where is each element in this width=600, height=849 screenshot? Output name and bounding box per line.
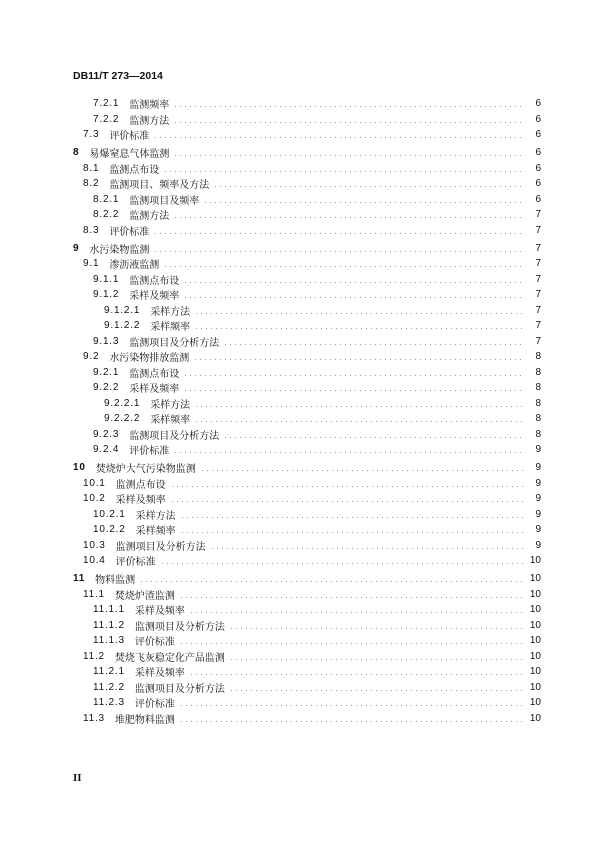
toc-entry-title: 采样频率	[150, 415, 191, 427]
toc-dot-leader	[170, 486, 525, 487]
toc-entry-number: 10.2.2	[93, 524, 126, 536]
toc-entry[interactable]	[0, 318, 600, 334]
toc-entry-title: 采样频率	[150, 322, 191, 334]
toc-dot-leader	[194, 328, 525, 329]
toc-entry[interactable]	[0, 145, 600, 161]
toc-entry-title: 监测点布设	[129, 368, 180, 380]
toc-entry-title: 评价标准	[129, 446, 170, 458]
toc-entry-page: 9	[535, 524, 541, 536]
toc-dot-leader	[229, 690, 525, 691]
toc-entry-number: 8	[73, 147, 80, 159]
toc-entry-number: 9.1.2	[93, 289, 120, 301]
toc-entry-page: 6	[535, 162, 541, 174]
toc-entry-title: 评价标准	[109, 226, 150, 238]
toc-entry-title: 监测项目及分析方法	[129, 430, 220, 442]
toc-dot-leader	[189, 612, 525, 613]
toc-entry-page: 10	[529, 697, 541, 709]
toc-dot-leader	[194, 421, 525, 422]
toc-entry-page: 8	[535, 366, 541, 378]
toc-entry-number: 9.2.3	[93, 428, 120, 440]
toc-entry[interactable]	[0, 571, 600, 587]
toc-dot-leader	[180, 517, 525, 518]
toc-entry[interactable]	[0, 411, 600, 427]
toc-dot-leader	[163, 171, 525, 172]
toc-dot-leader	[153, 137, 525, 138]
toc-entry-title: 评价标准	[134, 637, 175, 649]
toc-entry-page: 8	[535, 351, 541, 363]
toc-dot-leader	[200, 470, 525, 471]
toc-entry-page: 6	[535, 98, 541, 110]
toc-entry-title: 焚烧飞灰稳定化产品监测	[114, 652, 225, 664]
toc-entry-title: 水污染物监测	[89, 244, 150, 256]
toc-entry-number: 9.1.2.1	[104, 304, 141, 316]
toc-entry[interactable]	[0, 680, 600, 696]
toc-entry-title: 采样及频率	[115, 495, 166, 507]
toc-entry-number: 9.2	[83, 351, 100, 363]
toc-entry-title: 采样方法	[135, 510, 176, 522]
toc-entry-number: 7.3	[83, 129, 100, 141]
toc-entry-number: 7.2.2	[93, 113, 120, 125]
toc-entry-title: 水污染物排放监测	[109, 353, 190, 365]
toc-dot-leader	[193, 359, 525, 360]
toc-entry-number: 10.1	[83, 477, 106, 489]
toc-entry-number: 8.1	[83, 162, 100, 174]
toc-dot-leader	[229, 628, 525, 629]
toc-entry-number: 9.2.2.1	[104, 397, 141, 409]
toc-dot-leader	[213, 186, 525, 187]
toc-entry[interactable]	[0, 380, 600, 396]
toc-entry[interactable]	[0, 241, 600, 257]
toc-entry[interactable]	[0, 192, 600, 208]
toc-entry-page: 7	[535, 273, 541, 285]
toc-entry-number: 11.2.3	[93, 697, 125, 709]
toc-entry-title: 监测频率	[129, 100, 170, 112]
toc-entry-number: 10.3	[83, 539, 106, 551]
toc-entry[interactable]	[0, 334, 600, 350]
document-code: DB11/T 273—2014	[73, 70, 163, 82]
toc-dot-leader	[179, 597, 525, 598]
toc-entry-page: 8	[535, 428, 541, 440]
toc-dot-leader	[173, 106, 525, 107]
toc-entry-number: 11.1.3	[93, 635, 125, 647]
toc-dot-leader	[210, 548, 525, 549]
toc-entry-number: 11.2.2	[93, 681, 125, 693]
toc-entry[interactable]	[0, 618, 600, 634]
toc-entry[interactable]	[0, 602, 600, 618]
toc-entry-page: 10	[529, 635, 541, 647]
toc-entry-number: 10.2	[83, 493, 106, 505]
toc-entry-page: 7	[535, 320, 541, 332]
toc-entry[interactable]	[0, 272, 600, 288]
toc-entry[interactable]	[0, 223, 600, 239]
toc-entry-title: 易爆窒息气体监测	[89, 149, 170, 161]
toc-entry-title: 监测点布设	[115, 479, 166, 491]
toc-entry-number: 9.2.2	[93, 382, 120, 394]
toc-dot-leader	[153, 251, 525, 252]
toc-dot-leader	[203, 202, 525, 203]
toc-entry[interactable]	[0, 161, 600, 177]
toc-entry-page: 10	[529, 573, 541, 585]
toc-entry-title: 堆肥物料监测	[114, 714, 175, 726]
toc-entry-number: 8.2.2	[93, 209, 120, 221]
toc-dot-leader	[180, 532, 525, 533]
toc-entry-page: 10	[529, 555, 541, 567]
toc-entry-number: 11	[73, 573, 86, 585]
toc-entry-number: 10.4	[83, 555, 106, 567]
toc-entry-title: 监测项目及分析方法	[134, 683, 225, 695]
toc-dot-leader	[153, 233, 525, 234]
toc-entry-number: 9.1.3	[93, 335, 120, 347]
toc-entry[interactable]	[0, 365, 600, 381]
toc-entry-number: 8.2.1	[93, 193, 120, 205]
toc-dot-leader	[139, 581, 525, 582]
toc-entry-page: 6	[535, 129, 541, 141]
toc-entry[interactable]	[0, 287, 600, 303]
toc-dot-leader	[160, 563, 525, 564]
toc-entry[interactable]	[0, 127, 600, 143]
toc-entry[interactable]	[0, 553, 600, 569]
toc-entry-page: 7	[535, 224, 541, 236]
toc-entry-number: 11.3	[83, 712, 105, 724]
toc-dot-leader	[170, 501, 525, 502]
toc-entry-page: 7	[535, 289, 541, 301]
toc-entry-page: 7	[535, 304, 541, 316]
toc-dot-leader	[179, 643, 525, 644]
toc-dot-leader	[179, 705, 525, 706]
toc-entry-page: 10	[529, 650, 541, 662]
toc-entry[interactable]	[0, 256, 600, 272]
toc-entry-page: 9	[535, 444, 541, 456]
toc-entry[interactable]	[0, 112, 600, 128]
toc-entry[interactable]	[0, 476, 600, 492]
toc-entry-title: 采样方法	[150, 399, 191, 411]
toc-entry-number: 10	[73, 462, 86, 474]
toc-entry-title: 采样及频率	[129, 291, 180, 303]
table-of-contents	[0, 96, 600, 726]
toc-entry[interactable]	[0, 176, 600, 192]
toc-entry[interactable]	[0, 507, 600, 523]
toc-entry-number: 9.2.1	[93, 366, 120, 378]
toc-entry-page: 10	[529, 588, 541, 600]
toc-dot-leader	[183, 282, 525, 283]
toc-entry-title: 监测点布设	[109, 164, 160, 176]
toc-entry-page: 9	[535, 477, 541, 489]
toc-entry-title: 渗沥液监测	[109, 260, 160, 272]
toc-entry-title: 采样方法	[150, 306, 191, 318]
toc-dot-leader	[223, 344, 525, 345]
toc-entry-title: 监测点布设	[129, 275, 180, 287]
toc-entry-number: 9.1	[83, 258, 100, 270]
toc-dot-leader	[194, 406, 525, 407]
toc-entry-number: 10.2.1	[93, 508, 126, 520]
toc-entry-page: 6	[535, 113, 541, 125]
toc-entry-title: 监测项目、频率及方法	[109, 180, 210, 192]
toc-entry[interactable]	[0, 96, 600, 112]
toc-entry-title: 采样及频率	[134, 668, 185, 680]
toc-entry-title: 采样频率	[135, 526, 176, 538]
toc-entry-title: 焚烧炉大气污染物监测	[95, 464, 196, 476]
toc-entry[interactable]	[0, 664, 600, 680]
toc-dot-leader	[189, 674, 525, 675]
toc-entry-title: 监测项目及分析方法	[134, 621, 225, 633]
toc-entry-number: 11.2.1	[93, 666, 125, 678]
toc-entry-number: 9	[73, 242, 80, 254]
toc-entry-title: 焚烧炉渣监测	[114, 590, 175, 602]
toc-entry-page: 9	[535, 508, 541, 520]
toc-entry-number: 11.1.1	[93, 604, 125, 616]
toc-entry-title: 评价标准	[115, 557, 156, 569]
toc-entry-number: 8.3	[83, 224, 100, 236]
toc-entry[interactable]	[0, 303, 600, 319]
toc-entry-page: 9	[535, 539, 541, 551]
toc-entry-title: 评价标准	[109, 131, 150, 143]
toc-entry-page: 6	[535, 193, 541, 205]
toc-dot-leader	[173, 217, 525, 218]
toc-entry[interactable]	[0, 587, 600, 603]
toc-dot-leader	[173, 122, 525, 123]
toc-entry-page: 10	[529, 681, 541, 693]
toc-dot-leader	[229, 659, 525, 660]
toc-entry-page: 6	[535, 147, 541, 159]
toc-dot-leader	[173, 155, 525, 156]
toc-entry-page: 8	[535, 382, 541, 394]
toc-entry-number: 11.2	[83, 650, 105, 662]
toc-entry[interactable]	[0, 491, 600, 507]
toc-entry-number: 11.1.2	[93, 619, 125, 631]
toc-entry[interactable]	[0, 349, 600, 365]
toc-entry-page: 7	[535, 209, 541, 221]
toc-entry-page: 7	[535, 242, 541, 254]
toc-dot-leader	[163, 266, 525, 267]
toc-entry[interactable]	[0, 695, 600, 711]
toc-entry-page: 6	[535, 178, 541, 190]
toc-entry[interactable]	[0, 460, 600, 476]
toc-entry-number: 9.2.4	[93, 444, 120, 456]
toc-entry-page: 7	[535, 335, 541, 347]
toc-entry[interactable]	[0, 711, 600, 727]
toc-entry-number: 9.2.2.2	[104, 413, 141, 425]
page-number: II	[73, 772, 82, 784]
toc-entry-number: 8.2	[83, 178, 100, 190]
toc-entry-title: 监测方法	[129, 211, 170, 223]
toc-entry-page: 10	[529, 604, 541, 616]
toc-entry-title: 监测方法	[129, 115, 170, 127]
toc-dot-leader	[183, 297, 525, 298]
toc-entry-page: 8	[535, 397, 541, 409]
toc-entry[interactable]	[0, 396, 600, 412]
toc-dot-leader	[194, 313, 525, 314]
toc-dot-leader	[179, 721, 525, 722]
toc-entry-page: 10	[529, 619, 541, 631]
toc-entry-page: 10	[529, 712, 541, 724]
toc-entry-title: 物料监测	[95, 575, 136, 587]
toc-entry-number: 11.1	[83, 588, 105, 600]
toc-entry-title: 监测项目及分析方法	[129, 337, 220, 349]
toc-dot-leader	[183, 390, 525, 391]
toc-entry[interactable]	[0, 207, 600, 223]
toc-entry-page: 9	[535, 462, 541, 474]
toc-entry[interactable]	[0, 633, 600, 649]
toc-entry-number: 9.1.1	[93, 273, 120, 285]
toc-entry-page: 7	[535, 258, 541, 270]
toc-entry[interactable]	[0, 442, 600, 458]
toc-entry-page: 10	[529, 666, 541, 678]
toc-dot-leader	[173, 452, 525, 453]
toc-entry[interactable]	[0, 522, 600, 538]
toc-entry-title: 采样及频率	[134, 606, 185, 618]
toc-entry-page: 9	[535, 493, 541, 505]
toc-entry[interactable]	[0, 649, 600, 665]
toc-dot-leader	[223, 437, 525, 438]
toc-entry-number: 9.1.2.2	[104, 320, 141, 332]
toc-entry-page: 8	[535, 413, 541, 425]
toc-dot-leader	[183, 375, 525, 376]
toc-entry-title: 监测项目及分析方法	[115, 541, 206, 553]
toc-entry-number: 7.2.1	[93, 98, 120, 110]
toc-entry-title: 评价标准	[134, 699, 175, 711]
toc-entry-title: 采样及频率	[129, 384, 180, 396]
toc-entry-title: 监测项目及频率	[129, 195, 200, 207]
toc-entry[interactable]	[0, 427, 600, 443]
toc-entry[interactable]	[0, 538, 600, 554]
